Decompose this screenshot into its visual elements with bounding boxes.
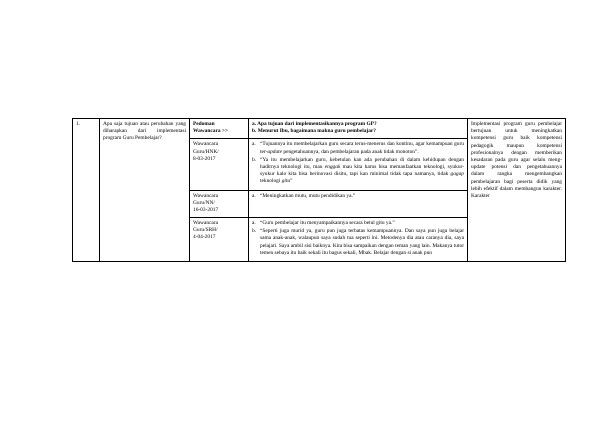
answer-item — [252, 141, 464, 155]
answer-item — [252, 193, 464, 200]
cell-source — [190, 190, 249, 218]
answer-item-marker: a. — [252, 141, 256, 148]
source-line-3: 8-03-2017 — [193, 155, 216, 162]
cell-answer — [249, 218, 468, 262]
answer-item — [252, 228, 464, 257]
answer-list — [252, 141, 464, 185]
source-line-1: Wawancara — [193, 192, 219, 199]
cell-source — [190, 139, 249, 190]
source-line-3: 4-04-2017 — [193, 234, 216, 241]
answer-item — [252, 157, 464, 186]
answer-item-text: “Seperti juga murid ya, guru pun juga terbatas kemampuannya. Dan saya pun juga belajar sama anak-anak, walaupun saya sudah tua seperti ini. Metodenya dia atau caranya dia, saya pelajari. Saya ambil sisi baiknya. Kita bisa sampaikan dengan teman yang lain. Makanya tutor temen sebaya itu baik sekali itu bagus sekali, Mbak. Belajar dengan si anak pun — [260, 228, 464, 256]
answer-header-line-2: b. Menurut Ibu, bagaimana makna guru pembelajar? — [252, 128, 377, 135]
answer-item-text: “Ya itu membelajarkan guru, kebetulan kan ada perubahan di dalam kehidupan dengan hadirnya teknologi itu, mau enggak mau kita harus bisa memanfaatkan teknologi, syukur-syukur kalo kita bisa berinovasi disitu, tapi kan minimal tidak tapa namanya, tidak gagap teknologi gitu” — [260, 156, 464, 185]
source-line-3: 16-03-2017 — [193, 206, 219, 213]
cell-answer — [249, 139, 468, 190]
cell-source-header — [190, 119, 249, 139]
answer-item-marker: a. — [252, 220, 256, 227]
answer-item-text: “Tujuannya itu membelajarkan guru secara terus-menerus dan kontinu, agar kemampuan guru ter-update pengetahuannya, dan pembelajaran pada anak tidak monoton”. — [260, 141, 464, 155]
source-line-1: Wawancara — [193, 141, 219, 148]
cell-answer-header — [249, 119, 468, 139]
interview-data-table — [72, 118, 562, 262]
answer-item-marker: b. — [252, 228, 257, 235]
answer-header-line-1: a. Apa tujuan dari implementasikannya program GP? — [252, 121, 377, 127]
source-line-2: Guru/HNK/ — [193, 148, 219, 155]
cell-answer — [249, 190, 468, 218]
cell-source — [190, 218, 249, 262]
answer-item-text: “Guru pembelajar itu menyampaikannya secara betul gitu ya.” — [260, 220, 395, 227]
answer-item-marker: a. — [252, 192, 256, 199]
source-line-2: Guru/SRH/ — [193, 227, 218, 234]
answer-item-text: “Meningkatkan mutu, mutu pendidikan ya.” — [260, 192, 356, 199]
cell-question: Apa saja tujuan atau perubahan yang diharapkan dari implementasi program Guru Pembelajar? — [100, 119, 190, 262]
answer-item — [252, 220, 464, 227]
doc-table — [72, 118, 566, 262]
answer-list — [252, 220, 464, 257]
source-header-line-2: Wawancara >> — [193, 128, 229, 135]
table-row — [73, 119, 566, 139]
answer-item-marker: b. — [252, 156, 257, 163]
cell-interpretation: Implementasi program guru pembelajar bertujuan untuk meningkatkan kompetensi guru baik kompetensi pedagogik maupun kompetensi profesionalnya dengan memberikan kesadaran pada guru agar selalu meng-update potensi dan pengetahuannya dalam rangka mengembangkan pembelajaran bagi peserta didik yang lebih efektif dalam membangun karakter. Karakter — [468, 119, 566, 262]
source-header-line-1: Pedoman — [193, 121, 215, 127]
answer-list — [252, 193, 464, 200]
source-line-1: Wawancara — [193, 220, 219, 227]
source-line-2: Guru/NN/ — [193, 199, 215, 206]
cell-row-number: 1. — [73, 119, 100, 262]
